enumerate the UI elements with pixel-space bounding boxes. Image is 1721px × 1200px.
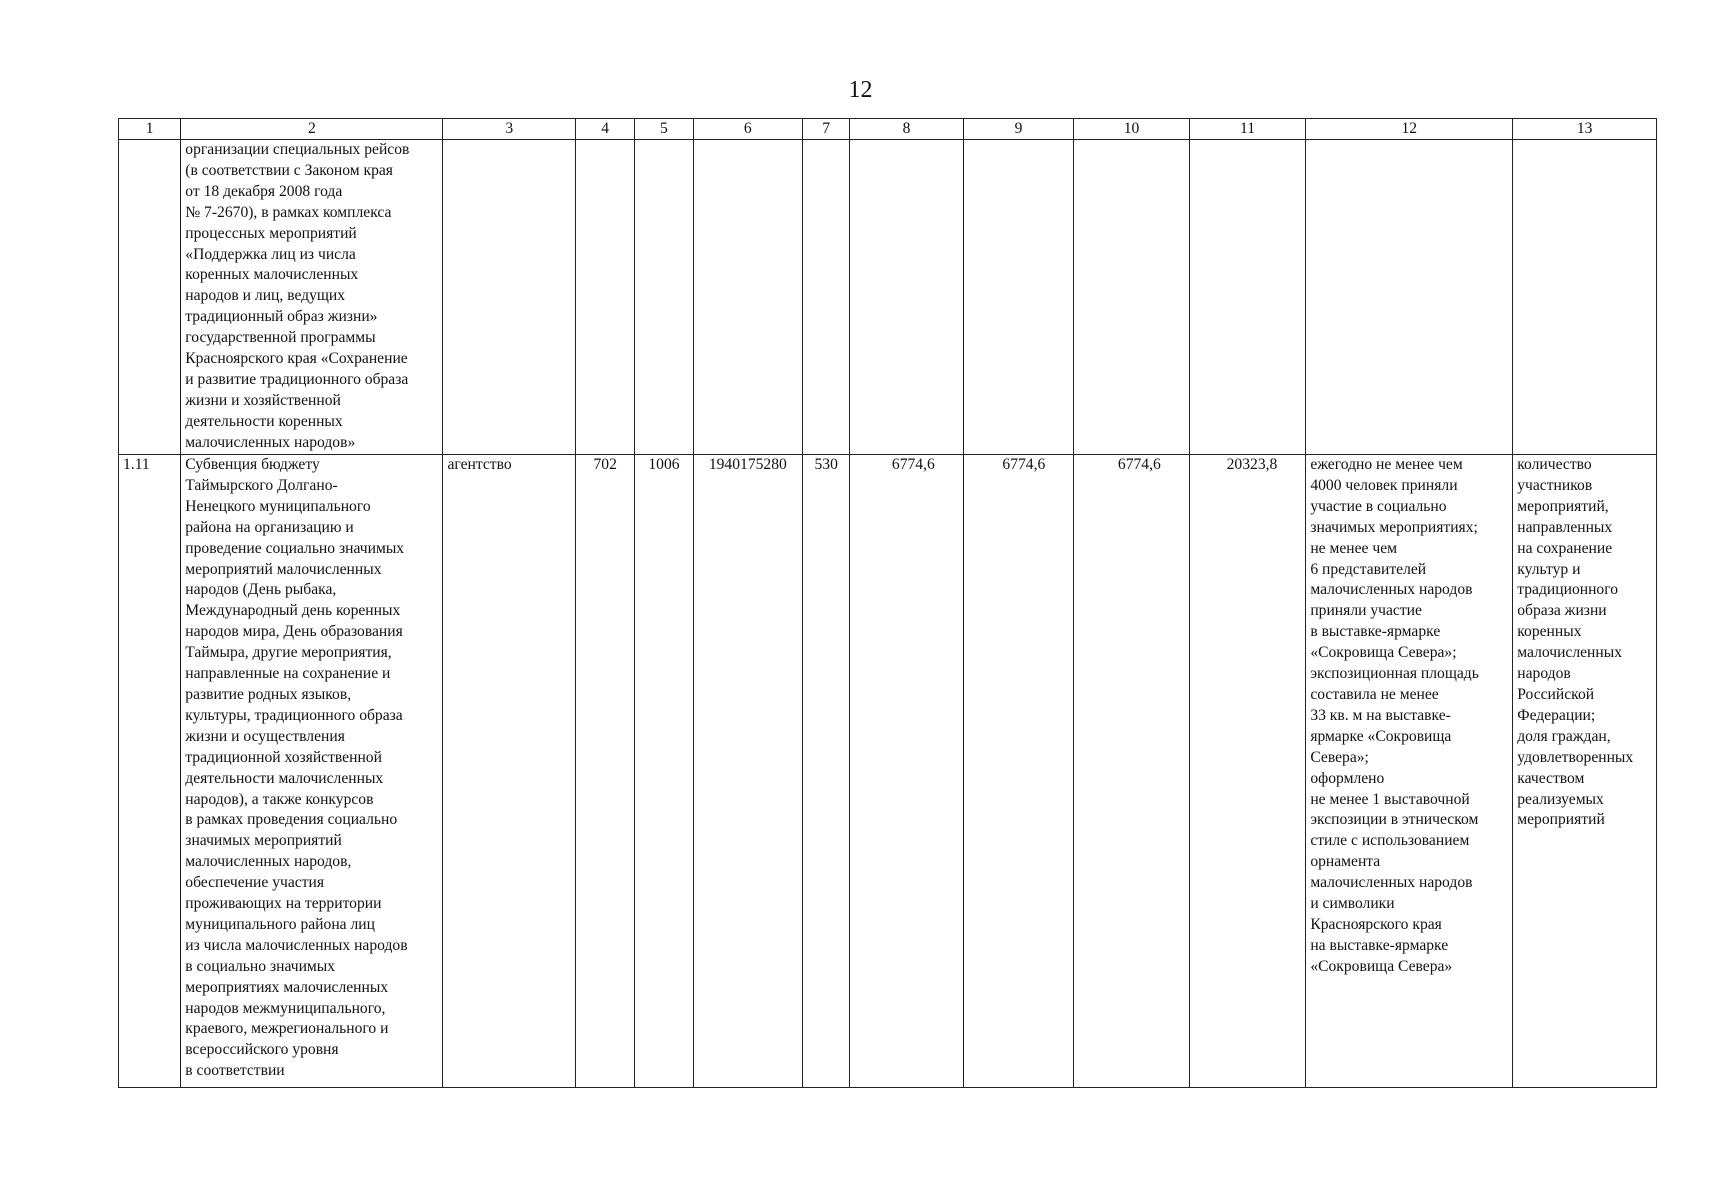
text-line: ярмарке «Сокровища	[1310, 727, 1452, 745]
text-line: мероприятий малочисленных	[185, 560, 382, 578]
text-line: проведение социально значимых	[185, 539, 405, 557]
text-line: народов межмуниципального,	[185, 999, 386, 1017]
text-line: мероприятиях малочисленных	[185, 978, 389, 996]
text-line: муниципального района лиц	[185, 915, 375, 933]
text-line: проживающих на территории	[185, 895, 382, 913]
text-line: экспозиции в этническом	[1310, 811, 1479, 829]
text-line: ежегодно не менее чем	[1310, 456, 1463, 473]
text-line: в социально значимых	[185, 957, 336, 975]
cont-col-8	[850, 140, 964, 455]
text-line: культур и	[1517, 560, 1581, 578]
text-line: деятельности коренных	[185, 412, 343, 430]
header-col-6: 6	[693, 119, 802, 140]
text-line: в рамках проведения социально	[185, 811, 398, 829]
text-line: Севера»;	[1310, 748, 1369, 766]
cont-col-5	[635, 140, 693, 455]
text-line: процессных мероприятий	[185, 224, 357, 242]
text-line: значимых мероприятиях;	[1310, 518, 1478, 536]
text-line: краевого, межрегионального и	[185, 1020, 389, 1038]
row-description-cell	[181, 455, 443, 1088]
header-col-8: 8	[850, 119, 964, 140]
text-line: традиционной хозяйственной	[185, 748, 382, 766]
text-line: из числа малочисленных народов	[185, 936, 408, 954]
text-line: и развитие традиционного образа	[185, 370, 409, 388]
header-col-5: 5	[635, 119, 693, 140]
text-line: реализуемых	[1517, 790, 1604, 808]
code-col-6-cell: 1940175280	[693, 455, 802, 1088]
expected-result-cell	[1306, 455, 1513, 1088]
text-line: участников	[1517, 476, 1593, 494]
text-line: на выставке-ярмарке	[1310, 936, 1449, 954]
row-number-cell: 1.11	[119, 455, 181, 1088]
indicator-cell	[1513, 455, 1657, 1088]
text-line: 6 представителей	[1310, 560, 1427, 578]
text-line: не менее чем	[1310, 539, 1397, 557]
text-line: «Сокровища Севера»	[1310, 957, 1453, 975]
cont-description-cell	[181, 140, 443, 455]
header-col-1: 1	[119, 119, 181, 140]
page-number: 12	[848, 77, 873, 103]
header-col-9: 9	[963, 119, 1074, 140]
cont-col-3	[443, 140, 576, 455]
text-line: значимых мероприятий	[185, 832, 342, 850]
text-line: 33 кв. м на выставке-	[1310, 706, 1451, 724]
amount-col-10-cell: 6774,6	[1074, 455, 1190, 1088]
text-line: оформлено	[1310, 769, 1385, 787]
text-line: мероприятий,	[1517, 497, 1609, 515]
text-line: качеством	[1517, 769, 1585, 787]
code-col-7-cell: 530	[803, 455, 850, 1088]
text-line: Красноярского края «Сохранение	[185, 350, 408, 368]
text-line: № 7-2670), в рамках комплекса	[185, 203, 392, 221]
text-line: «Сокровища Севера»;	[1310, 644, 1457, 662]
text-line: в выставке-ярмарке	[1310, 623, 1441, 641]
text-line: и символики	[1310, 895, 1395, 913]
cont-col-12	[1306, 140, 1513, 455]
text-line: Таймырского Долгано-	[185, 476, 338, 494]
text-line: образа жизни	[1517, 602, 1607, 620]
column-number-header-row	[119, 119, 1657, 140]
amount-col-8-cell: 6774,6	[850, 455, 964, 1088]
header-col-11: 11	[1189, 119, 1306, 140]
cont-col-10	[1074, 140, 1190, 455]
text-line: народов), а также конкурсов	[185, 790, 374, 808]
code-col-4-cell: 702	[576, 455, 635, 1088]
cont-col-6	[693, 140, 802, 455]
text-line: жизни и хозяйственной	[185, 391, 341, 409]
table-row-continuation	[119, 140, 1657, 455]
text-line: малочисленных	[1517, 644, 1623, 662]
text-line: развитие родных языков,	[185, 685, 352, 703]
header-col-12: 12	[1306, 119, 1513, 140]
text-line: жизни и осуществления	[185, 727, 345, 745]
text-line: малочисленных народов,	[185, 853, 352, 871]
text-line: малочисленных народов»	[185, 433, 356, 451]
cont-col-9	[963, 140, 1074, 455]
text-line: малочисленных народов	[1310, 581, 1473, 599]
text-line: (в соответствии с Законом края	[185, 161, 393, 179]
text-line: Международный день коренных	[185, 602, 401, 620]
text-line: народов	[1517, 665, 1571, 683]
text-line: не менее 1 выставочной	[1310, 790, 1470, 808]
text-line: направленных	[1517, 518, 1613, 536]
cont-col-7	[803, 140, 850, 455]
text-line: участие в социально	[1310, 497, 1447, 515]
text-line: в соответствии	[185, 1062, 285, 1080]
text-line: Таймыра, другие мероприятия,	[185, 644, 392, 662]
text-line: района на организацию и	[185, 518, 354, 536]
header-col-4: 4	[576, 119, 635, 140]
text-line: всероссийского уровня	[185, 1041, 339, 1059]
amount-col-11-cell: 20323,8	[1189, 455, 1306, 1088]
text-line: деятельности малочисленных	[185, 769, 384, 787]
executor-cell: агентство	[443, 455, 576, 1088]
text-line: государственной программы	[185, 329, 376, 347]
table-row-1-11	[119, 455, 1657, 1088]
text-line: 4000 человек приняли	[1310, 476, 1458, 494]
text-line: коренных малочисленных	[185, 266, 359, 284]
text-line: мероприятий	[1517, 811, 1605, 829]
header-col-13: 13	[1513, 119, 1657, 140]
cont-col-4	[576, 140, 635, 455]
text-line: количество	[1517, 456, 1592, 473]
text-line: традиционный образ жизни»	[185, 308, 378, 326]
header-col-2: 2	[181, 119, 443, 140]
text-line: стиле с использованием	[1310, 832, 1470, 850]
text-line: составила не менее	[1310, 685, 1439, 703]
text-line: народов мира, День образования	[185, 623, 403, 641]
text-line: Красноярского края	[1310, 915, 1442, 933]
cont-col-13	[1513, 140, 1657, 455]
text-line: орнамента	[1310, 853, 1381, 871]
text-line: организации специальных рейсов	[185, 141, 410, 158]
text-line: малочисленных народов	[1310, 874, 1473, 892]
header-col-3: 3	[443, 119, 576, 140]
code-col-5-cell: 1006	[635, 455, 693, 1088]
text-line: Российской	[1517, 685, 1595, 703]
text-line: Ненецкого муниципального	[185, 497, 371, 515]
text-line: культуры, традиционного образа	[185, 706, 403, 724]
text-line: доля граждан,	[1517, 727, 1611, 745]
text-line: Федерации;	[1517, 706, 1596, 724]
text-line: коренных	[1517, 623, 1582, 641]
header-col-10: 10	[1074, 119, 1190, 140]
cont-col-1	[119, 140, 181, 455]
text-line: направленные на сохранение и	[185, 665, 391, 683]
text-line: Субвенция бюджету	[185, 456, 320, 473]
header-col-7: 7	[803, 119, 850, 140]
text-line: обеспечение участия	[185, 874, 325, 892]
text-line: народов и лиц, ведущих	[185, 287, 346, 305]
program-table	[118, 118, 1657, 1088]
text-line: удовлетворенных	[1517, 748, 1634, 766]
text-line: приняли участие	[1310, 602, 1422, 620]
text-line: от 18 декабря 2008 года	[185, 182, 343, 200]
text-line: экспозиционная площадь	[1310, 665, 1479, 683]
text-line: «Поддержка лиц из числа	[185, 245, 356, 263]
text-line: традиционного	[1517, 581, 1619, 599]
amount-col-9-cell: 6774,6	[963, 455, 1074, 1088]
text-line: на сохранение	[1517, 539, 1613, 557]
text-line: народов (День рыбака,	[185, 581, 337, 599]
cont-col-11	[1189, 140, 1306, 455]
